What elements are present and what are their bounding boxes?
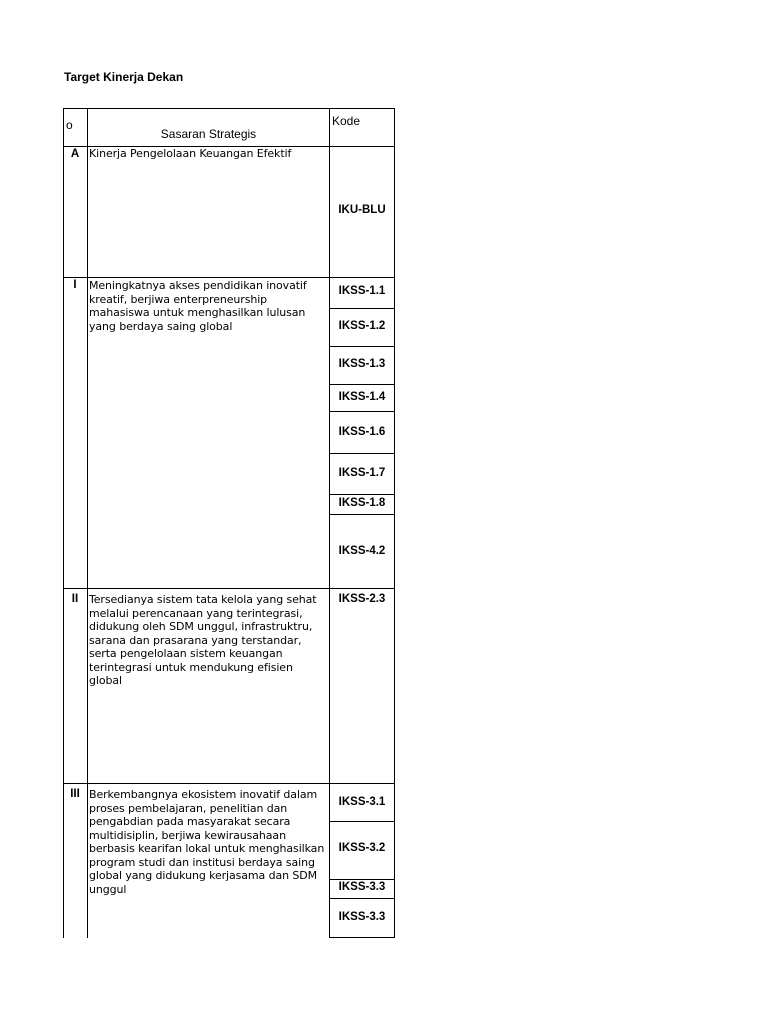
row-kode: IKSS-2.3 [338, 593, 386, 605]
row-number: I [73, 279, 77, 291]
row-kode: IKSS-1.4 [338, 391, 386, 403]
header-sasaran: Sasaran Strategis [160, 127, 257, 141]
row-kode: IKSS-1.6 [338, 426, 386, 438]
row-number: A [70, 148, 80, 160]
row-kode: IKSS-3.2 [338, 842, 386, 854]
row-kode: IKSS-1.1 [338, 285, 386, 297]
document-title: Target Kinerja Dekan [64, 70, 184, 84]
row-kode: IKSS-1.3 [338, 358, 386, 370]
row-kode: IKSS-3.3 [338, 881, 386, 893]
row-kode: IKU-BLU [338, 204, 386, 216]
row-sasaran: Kinerja Pengelolaan Keuangan Efektif [89, 147, 292, 160]
row-kode: IKSS-1.7 [338, 467, 386, 479]
row-kode: IKSS-1.2 [338, 320, 386, 332]
header-kode: Kode [332, 114, 361, 128]
row-sasaran: Tersedianya sistem tata kelola yang sehat melalui perencanaan yang terintegrasi, didukung oleh SDM unggul, infrastruktru, sarana dan prasarana yang terstandar, serta pengelolaan sistem keuangan terintegrasi untuk mendukung efisien global [89, 593, 317, 687]
row-sasaran: Meningkatnya akses pendidikan inovatif kreatif, berjiwa enterpreneurship mahasiswa untuk menghasilkan lulusan yang berdaya saing global [89, 279, 307, 333]
row-sasaran: Berkembangnya ekosistem inovatif dalam proses pembelajaran, penelitian dan pengabdian pada masyarakat secara multidisiplin, berjiwa kewirausahaan berbasis kearifan lokal untuk menghasilkan program studi dan institusi berdaya saing global yang didukung kerjasama dan SDM unggul [89, 788, 325, 896]
row-kode: IKSS-4.2 [338, 545, 386, 557]
row-kode: IKSS-3.3 [338, 911, 386, 923]
header-no: o [66, 118, 73, 132]
row-kode: IKSS-3.1 [338, 796, 386, 808]
row-kode: IKSS-1.8 [338, 497, 386, 509]
row-number: II [71, 593, 79, 605]
row-number: III [70, 788, 80, 800]
